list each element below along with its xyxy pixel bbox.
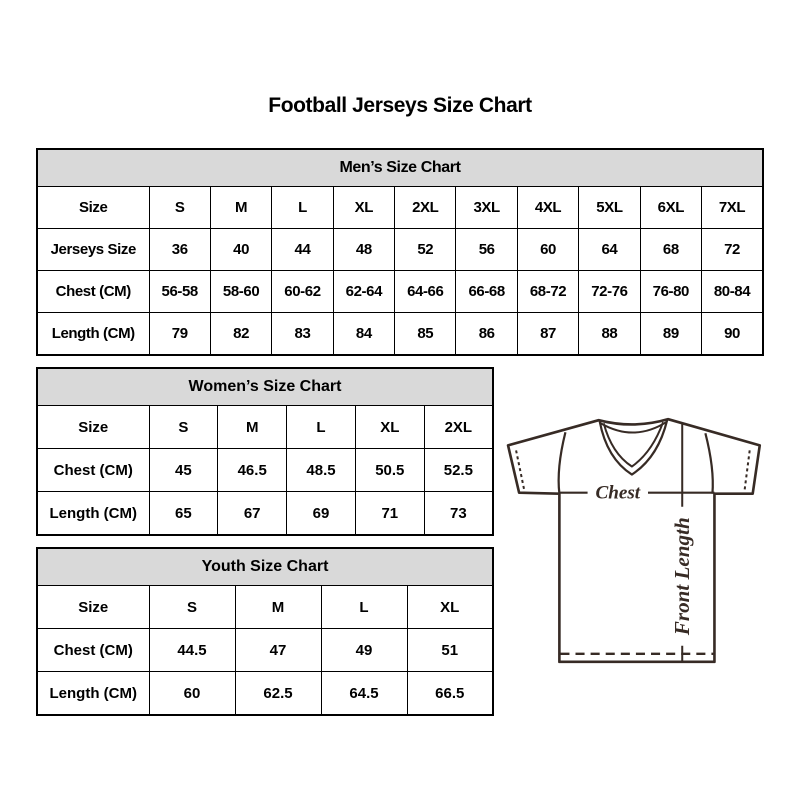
mens-table-body — [37, 187, 763, 356]
value-cell: 48.5 — [287, 449, 356, 492]
row-label-cell: Chest (CM) — [37, 271, 149, 313]
value-cell: 50.5 — [355, 449, 424, 492]
value-cell: 3XL — [456, 187, 517, 229]
value-cell: L — [287, 406, 356, 449]
row-label-cell: Jerseys Size — [37, 229, 149, 271]
page-title: Football Jerseys Size Chart — [268, 94, 532, 117]
youth-table-title-row — [37, 548, 493, 586]
value-cell: 64 — [579, 229, 640, 271]
value-cell: 40 — [210, 229, 271, 271]
mens-table-title-row — [37, 149, 763, 187]
value-cell: 48 — [333, 229, 394, 271]
value-cell: 56 — [456, 229, 517, 271]
value-cell: S — [149, 586, 235, 629]
value-cell: 49 — [321, 629, 407, 672]
value-cell: 79 — [149, 313, 210, 356]
table-row — [37, 271, 763, 313]
value-cell: 84 — [333, 313, 394, 356]
value-cell: 82 — [210, 313, 271, 356]
row-label-cell: Size — [37, 586, 149, 629]
value-cell: 72 — [702, 229, 763, 271]
value-cell: 7XL — [702, 187, 763, 229]
value-cell: 90 — [702, 313, 763, 356]
value-cell: 76-80 — [640, 271, 701, 313]
table-row — [37, 187, 763, 229]
value-cell: 58-60 — [210, 271, 271, 313]
table-row — [37, 313, 763, 356]
value-cell: 60 — [517, 229, 578, 271]
row-label-cell: Size — [37, 187, 149, 229]
value-cell: S — [149, 406, 218, 449]
value-cell: 88 — [579, 313, 640, 356]
table-row — [37, 586, 493, 629]
value-cell: 86 — [456, 313, 517, 356]
jersey-measurement-diagram — [503, 413, 795, 665]
value-cell: 56-58 — [149, 271, 210, 313]
value-cell: 67 — [218, 492, 287, 536]
value-cell: 6XL — [640, 187, 701, 229]
value-cell: 85 — [395, 313, 456, 356]
value-cell: 71 — [355, 492, 424, 536]
youth-table-body — [37, 586, 493, 716]
value-cell: 62-64 — [333, 271, 394, 313]
womens-size-table — [36, 367, 494, 536]
value-cell: 89 — [640, 313, 701, 356]
right-armhole-seam — [705, 433, 712, 493]
value-cell: M — [218, 406, 287, 449]
jersey-outline — [508, 419, 760, 662]
value-cell: L — [272, 187, 333, 229]
value-cell: XL — [407, 586, 493, 629]
value-cell: 60-62 — [272, 271, 333, 313]
table-row — [37, 672, 493, 716]
value-cell: 72-76 — [579, 271, 640, 313]
value-cell: 4XL — [517, 187, 578, 229]
value-cell: 83 — [272, 313, 333, 356]
value-cell: 62.5 — [235, 672, 321, 716]
value-cell: 69 — [287, 492, 356, 536]
value-cell: 65 — [149, 492, 218, 536]
right-cuff-stitch-line — [745, 450, 750, 489]
value-cell: 36 — [149, 229, 210, 271]
value-cell: 44 — [272, 229, 333, 271]
value-cell: 73 — [424, 492, 493, 536]
womens-table-title-row — [37, 368, 493, 406]
youth-size-table — [36, 547, 494, 716]
mens-table-title: Men’s Size Chart — [37, 149, 763, 187]
table-row — [37, 449, 493, 492]
value-cell: XL — [333, 187, 394, 229]
value-cell: 45 — [149, 449, 218, 492]
row-label-cell: Chest (CM) — [37, 629, 149, 672]
value-cell: XL — [355, 406, 424, 449]
left-armhole-seam — [559, 432, 566, 493]
mens-size-table — [36, 148, 764, 356]
value-cell: 80-84 — [702, 271, 763, 313]
table-row — [37, 629, 493, 672]
womens-table-body — [37, 406, 493, 536]
front-length-label: Front Length — [670, 517, 695, 636]
value-cell: 60 — [149, 672, 235, 716]
table-row — [37, 406, 493, 449]
table-row — [37, 492, 493, 536]
value-cell: 52.5 — [424, 449, 493, 492]
value-cell: 51 — [407, 629, 493, 672]
row-label-cell: Length (CM) — [37, 492, 149, 536]
value-cell: S — [149, 187, 210, 229]
value-cell: 52 — [395, 229, 456, 271]
row-label-cell: Chest (CM) — [37, 449, 149, 492]
row-label-cell: Size — [37, 406, 149, 449]
table-row — [37, 229, 763, 271]
value-cell: 87 — [517, 313, 578, 356]
row-label-cell: Length (CM) — [37, 313, 149, 356]
value-cell: 47 — [235, 629, 321, 672]
value-cell: 68-72 — [517, 271, 578, 313]
row-label-cell: Length (CM) — [37, 672, 149, 716]
value-cell: 44.5 — [149, 629, 235, 672]
value-cell: 66.5 — [407, 672, 493, 716]
value-cell: 46.5 — [218, 449, 287, 492]
value-cell: 64-66 — [395, 271, 456, 313]
value-cell: M — [235, 586, 321, 629]
value-cell: 68 — [640, 229, 701, 271]
womens-table-title: Women’s Size Chart — [37, 368, 493, 406]
value-cell: M — [210, 187, 271, 229]
value-cell: L — [321, 586, 407, 629]
value-cell: 2XL — [424, 406, 493, 449]
value-cell: 64.5 — [321, 672, 407, 716]
value-cell: 2XL — [395, 187, 456, 229]
value-cell: 66-68 — [456, 271, 517, 313]
youth-table-title: Youth Size Chart — [37, 548, 493, 586]
value-cell: 5XL — [579, 187, 640, 229]
chest-label: Chest — [595, 482, 641, 504]
